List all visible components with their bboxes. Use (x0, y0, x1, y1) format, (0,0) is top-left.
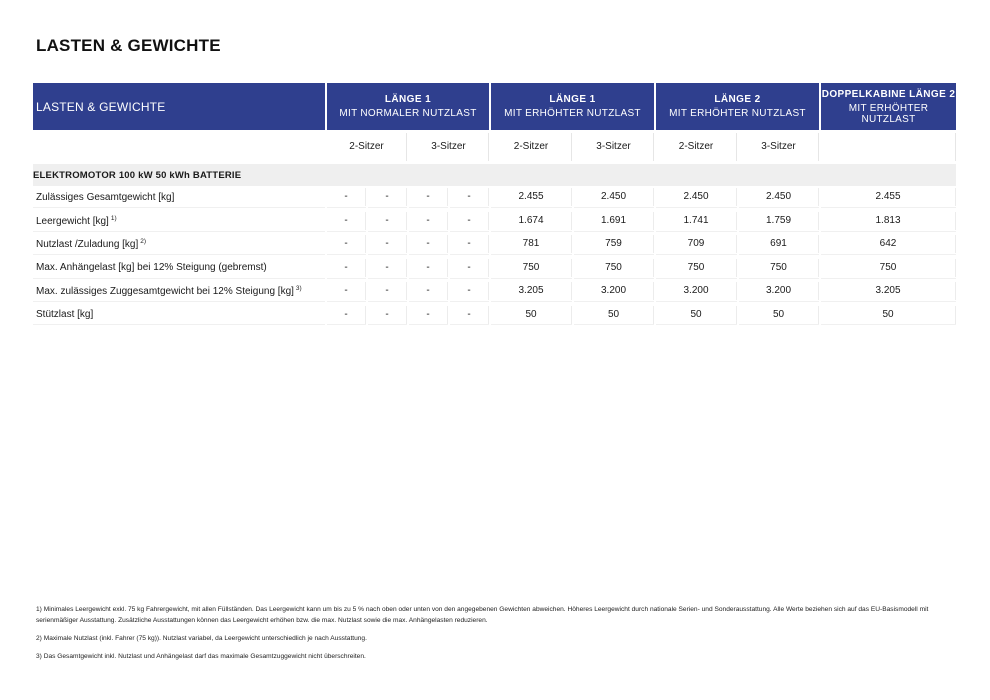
value-cell: 642 (820, 233, 956, 256)
seat-config-cell: 2-Sitzer (655, 130, 738, 164)
seat-config-cell: 2-Sitzer (490, 130, 573, 164)
value-cell: 750 (820, 256, 956, 279)
value-cell: 759 (573, 233, 655, 256)
group-subtitle: MIT ERHÖHTER NUTZLAST (848, 102, 929, 125)
page-title: LASTEN & GEWICHTE (36, 36, 221, 55)
value-cell: - (326, 233, 367, 256)
value-cell: 50 (820, 303, 956, 326)
value-cell: - (408, 186, 449, 209)
footnote-ref: 1) (110, 215, 117, 223)
group-title: LÄNGE 1 (384, 94, 432, 105)
value-cell: - (408, 233, 449, 256)
table-row (33, 303, 956, 326)
table-body (33, 186, 956, 326)
section-title: ELEKTROMOTOR 100 kW 50 kWh BATTERIE (33, 164, 956, 186)
row-label: Max. zulässiges Zuggesamtgewicht bei 12% Steigung [kg] $^{3)}$ (33, 280, 326, 303)
table-corner-label: LASTEN & GEWICHTE (33, 83, 326, 130)
row-label: Max. Anhängelast [kg] bei 12% Steigung (gebremst) (33, 256, 326, 279)
table-row (33, 233, 956, 256)
group-title: DOPPELKABINE LÄNGE 2 (821, 88, 956, 100)
value-cell: 781 (490, 233, 573, 256)
value-cell: - (449, 256, 490, 279)
footnote-ref: 2) (140, 238, 147, 246)
value-cell: 50 (490, 303, 573, 326)
value-cell: 50 (573, 303, 655, 326)
value-cell: - (367, 303, 408, 326)
value-cell: 1.813 (820, 209, 956, 232)
value-cell: - (367, 233, 408, 256)
value-cell: - (408, 280, 449, 303)
column-group-header (655, 83, 820, 130)
value-cell: 1.741 (655, 209, 738, 232)
value-cell: - (449, 233, 490, 256)
value-cell: 1.674 (490, 209, 573, 232)
table-row (33, 280, 956, 303)
group-title: LÄNGE 1 (549, 94, 596, 105)
value-cell: - (326, 186, 367, 209)
value-cell: 3.205 (490, 280, 573, 303)
group-subtitle: MIT ERHÖHTER NUTZLAST (669, 108, 806, 119)
value-cell: 50 (738, 303, 820, 326)
value-cell: 3.200 (573, 280, 655, 303)
footnote: 1) Minimales Leergewicht exkl. 75 kg Fahrergewicht, mit allen Füllständen. Das Leergewicht kann um bis zu 5 % nach oben oder unten von den angegebenen Gewichten abweichen. Höheres Leergewicht durch nationale Serien- und Sonderausstattung. Alle Werte beziehen sich auf das EU-Basismodell mit serienmäßiger Ausstattung. Zusätzliche Ausstattungen können das Leergewicht erhöhen bzw. die max. Nutzlast sowie die max. Anhängelasten reduzieren. (36, 606, 929, 624)
column-group-header (490, 83, 655, 130)
value-cell: 750 (655, 256, 738, 279)
row-label: Nutzlast /Zuladung [kg] $^{2)}$ (33, 233, 326, 256)
value-cell: 3.205 (820, 280, 956, 303)
value-cell: - (367, 280, 408, 303)
table-row (33, 209, 956, 232)
value-cell: 2.455 (820, 186, 956, 209)
value-cell: - (449, 186, 490, 209)
value-cell: - (326, 209, 367, 232)
footnote-ref: 3) (295, 285, 302, 293)
value-cell: 750 (490, 256, 573, 279)
section-row (33, 164, 956, 186)
value-cell: - (326, 280, 367, 303)
footnote: 3) Das Gesamtgewicht inkl. Nutzlast und Anhängelast darf das maximale Gesamtzuggewicht nicht überschreiten. (36, 653, 366, 660)
value-cell: - (367, 209, 408, 232)
footnote: 2) Maximale Nutzlast (inkl. Fahrer (75 kg)). Nutzlast variabel, da Leergewicht unterschiedlich je nach Ausstattung. (36, 635, 367, 642)
group-subtitle: MIT NORMALER NUTZLAST (339, 108, 477, 119)
value-cell: 709 (655, 233, 738, 256)
seat-row-spacer (33, 130, 326, 164)
value-cell: 750 (738, 256, 820, 279)
value-cell: - (408, 303, 449, 326)
value-cell: 3.200 (655, 280, 738, 303)
table-row (33, 186, 956, 209)
seat-config-cell: 2-Sitzer (326, 130, 408, 164)
table-header-row (33, 83, 956, 130)
seat-config-cell: 3-Sitzer (738, 130, 820, 164)
value-cell: 750 (573, 256, 655, 279)
seat-config-row (33, 130, 956, 164)
value-cell: - (367, 256, 408, 279)
row-label: Stützlast [kg] (33, 303, 326, 326)
seat-config-cell: 3-Sitzer (573, 130, 655, 164)
value-cell: 3.200 (738, 280, 820, 303)
value-cell: - (449, 280, 490, 303)
value-cell: - (408, 209, 449, 232)
group-title: LÄNGE 2 (714, 94, 761, 105)
value-cell: 50 (655, 303, 738, 326)
table-row (33, 256, 956, 279)
value-cell: - (449, 303, 490, 326)
value-cell: 2.450 (655, 186, 738, 209)
weights-table (33, 83, 956, 327)
value-cell: 2.455 (490, 186, 573, 209)
column-group-header (326, 83, 490, 130)
value-cell: 691 (738, 233, 820, 256)
column-group-header (820, 83, 956, 130)
value-cell: - (326, 303, 367, 326)
value-cell: - (449, 209, 490, 232)
value-cell: - (367, 186, 408, 209)
value-cell: 1.691 (573, 209, 655, 232)
footnotes (36, 604, 956, 669)
value-cell: 2.450 (573, 186, 655, 209)
value-cell: - (326, 256, 367, 279)
value-cell: 1.759 (738, 209, 820, 232)
value-cell: 2.450 (738, 186, 820, 209)
group-subtitle: MIT ERHÖHTER NUTZLAST (504, 108, 641, 119)
seat-config-cell: 3-Sitzer (408, 130, 490, 164)
row-label: Zulässiges Gesamtgewicht [kg] (33, 186, 326, 209)
row-label: Leergewicht [kg] $^{1)}$ (33, 209, 326, 232)
value-cell: - (408, 256, 449, 279)
seat-config-cell (820, 130, 956, 164)
